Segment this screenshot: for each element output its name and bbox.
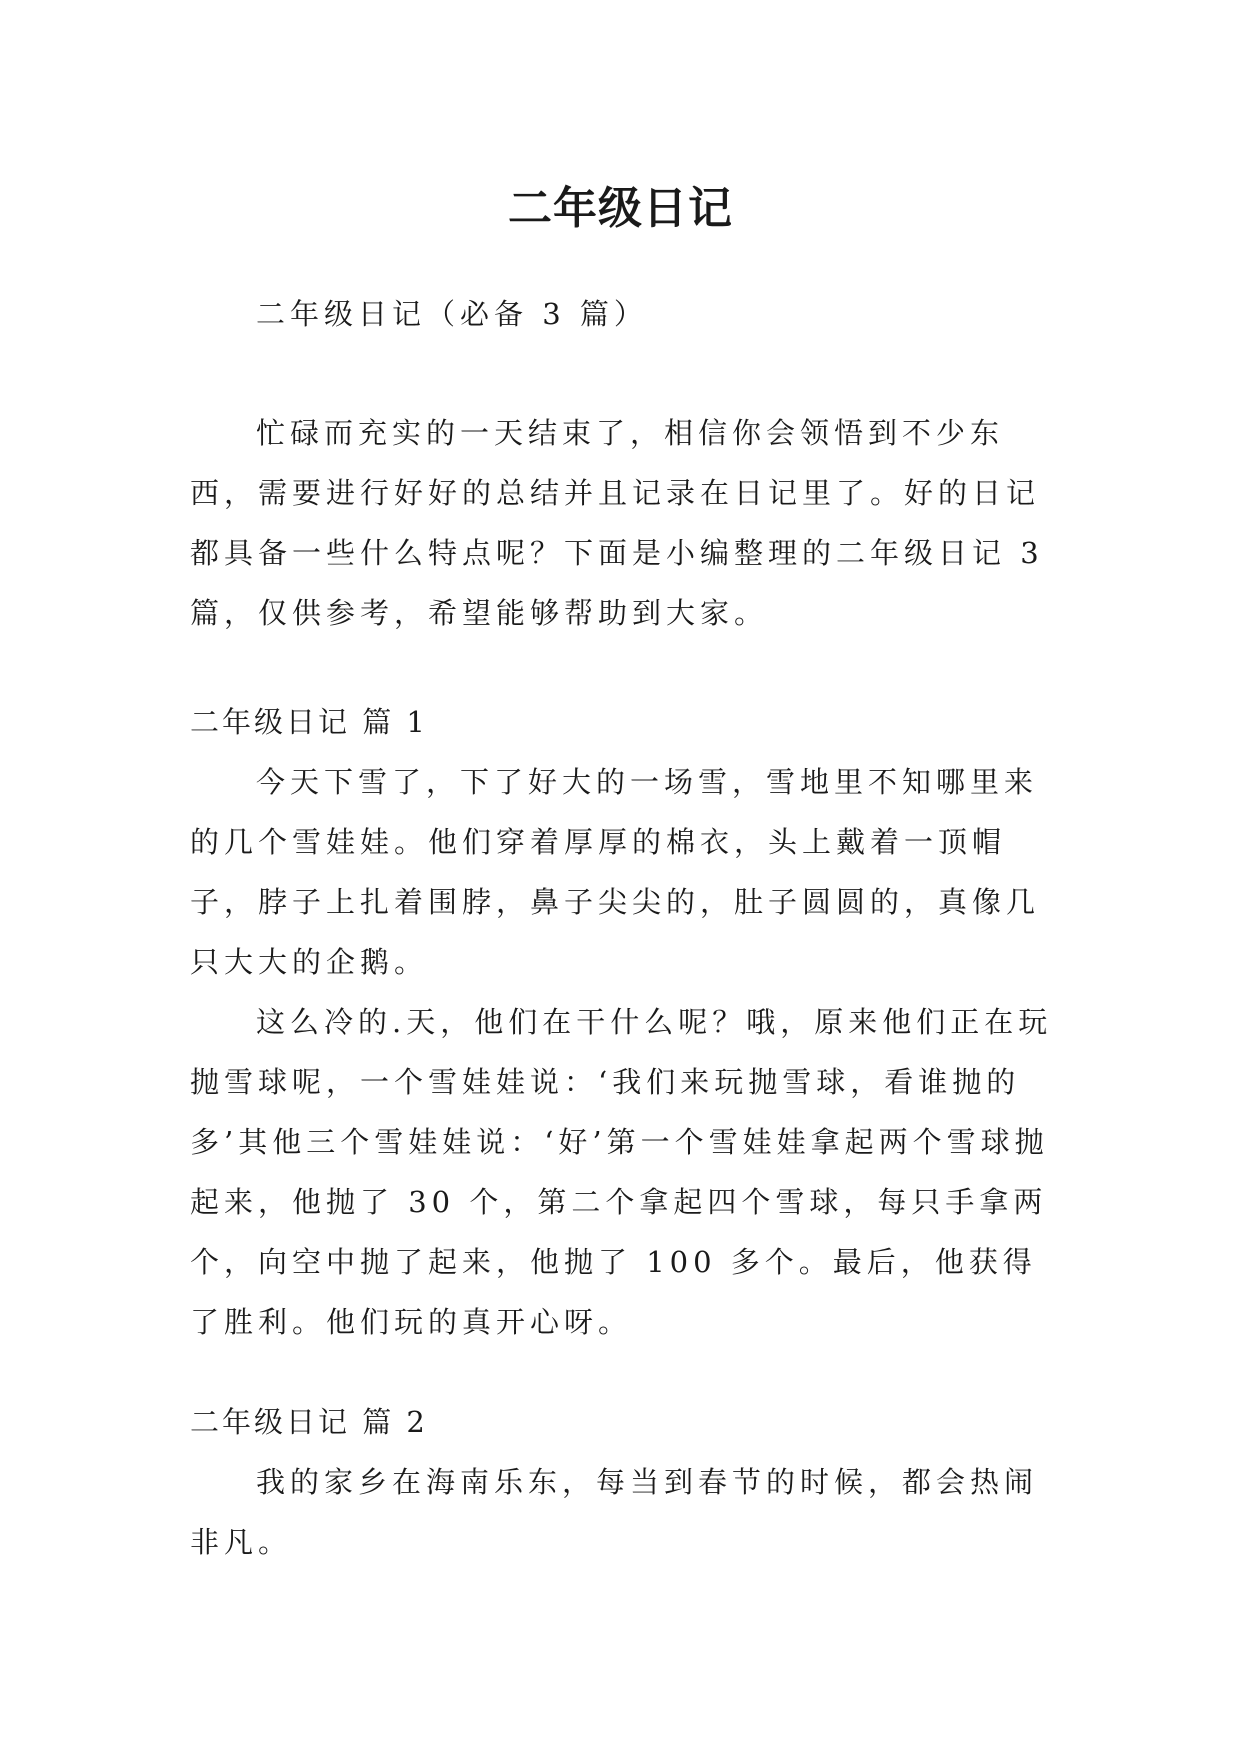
document-title: 二年级日记 [508,183,733,235]
section-heading-2: 二年级日记 篇 2 [190,1405,428,1439]
section-1-paragraph-1: 今天下雪了，下了好大的一场雪，雪地里不知哪里来的几个雪娃娃。他们穿着厚厚的棉衣，头上戴着一顶帽子，脖子上扎着围脖，鼻子尖尖的，肚子圆圆的，真像几只大大的企鹅。 [190,765,1041,979]
document-subtitle: 二年级日记（必备 3 篇） [256,297,648,331]
section-2-paragraph-1: 我的家乡在海南乐东，每当到春节的时候，都会热闹非凡。 [190,1465,1039,1559]
section-heading-1: 二年级日记 篇 1 [190,705,428,739]
section-1-paragraph-2: 这么冷的.天，他们在干什么呢？哦，原来他们正在玩抛雪球呢，一个雪娃娃说：‘我们来玩抛雪球，看谁抛的多’其他三个雪娃娃说：‘好’第一个雪娃娃拿起两个雪球抛起来，他抛了 30 个，第二个拿起四个雪球，每只手拿两个，向空中抛了起来，他抛了 100 多个。最后，他获得了胜利。他们玩的真开心呀。 [190,1005,1053,1339]
intro-paragraph: 忙碌而充实的一天结束了，相信你会领悟到不少东西，需要进行好好的总结并且记录在日记里了。好的日记都具备一些什么特点呢？下面是小编整理的二年级日记 3 篇，仅供参考，希望能够帮助到大家。 [190,416,1044,630]
